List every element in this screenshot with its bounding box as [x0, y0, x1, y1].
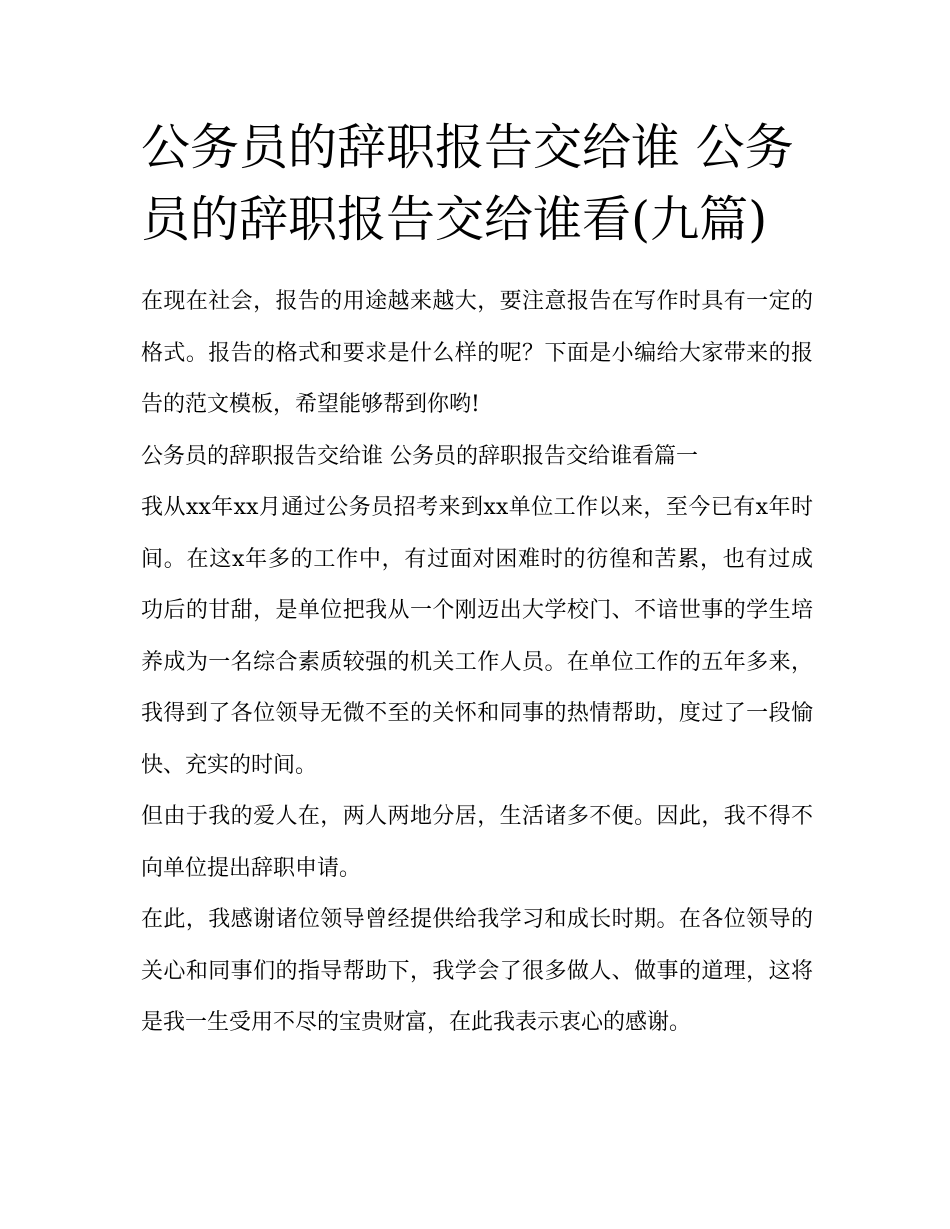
body-paragraph: 但由于我的爱人在，两人两地分居，生活诸多不便。因此，我不得不向单位提出辞职申请。	[141, 804, 813, 881]
intro-paragraph: 在现在社会，报告的用途越来越大，要注意报告在写作时具有一定的格式。报告的格式和要求是什么样的呢？下面是小编给大家带来的报告的范文模板，希望能够帮到你哟!	[141, 289, 813, 417]
body-paragraph: 我从xx年xx月通过公务员招考来到xx单位工作以来，至今已有x年时间。在这x年多的工作中，有过面对困难时的彷徨和苦累，也有过成功后的甘甜，是单位把我从一个刚迈出大学校门、不谙世事的学生培养成为一名综合素质较强的机关工作人员。在单位工作的五年多来，我得到了各位领导无微不至的关怀和同事的热情帮助，度过了一段愉快、充实的时间。	[141, 495, 813, 778]
body-paragraph: 在此，我感谢诸位领导曾经提供给我学习和成长时期。在各位领导的关心和同事们的指导帮助下，我学会了很多做人、做事的道理，这将是我一生受用不尽的宝贵财富，在此我表示衷心的感谢。	[141, 907, 813, 1035]
document-title: 公务员的辞职报告交给谁 公务员的辞职报告交给谁看(九篇)	[141, 119, 794, 248]
section-heading: 公务员的辞职报告交给谁 公务员的辞职报告交给谁看篇一	[141, 443, 698, 469]
document-body	[141, 276, 813, 1049]
